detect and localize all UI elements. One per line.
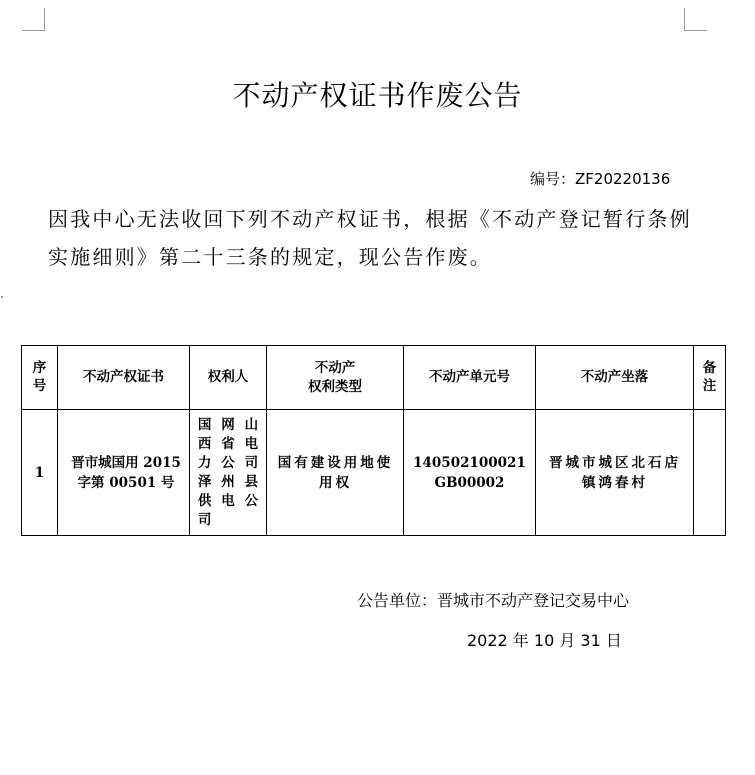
owner-char: 电 (221, 492, 235, 509)
page-corner-mark-top-right (684, 8, 707, 31)
cell-certificate: 晋市城国用 2015 字第 00501 号 (58, 410, 190, 536)
owner-char: 县 (244, 473, 259, 490)
certificate-table (21, 345, 726, 536)
header-right-type-line2: 权利类型 (308, 378, 362, 395)
header-seq: 序号 (22, 346, 58, 410)
cell-location: 晋城市城区北石店镇鸿春村 (536, 410, 694, 536)
cell-unit-number: 140502100021GB00002 (404, 410, 536, 536)
header-owner: 权利人 (190, 346, 267, 410)
owner-char: 电 (244, 435, 259, 452)
notice-body-paragraph: 因我中心无法收回下列不动产权证书，根据《不动产登记暂行条例实施细则》第二十三条的规定，现公告作废。 (48, 207, 692, 269)
owner-char: 泽 (197, 473, 212, 490)
cell-right-type: 国有建设用地使用权 (267, 410, 404, 536)
owner-char: 州 (221, 473, 235, 490)
cell-remark (694, 410, 726, 536)
header-right-type-line1: 不动产 (314, 359, 356, 376)
owner-char: 力 (197, 454, 212, 471)
document-number: 编号：ZF20220136 (530, 170, 671, 188)
owner-char: 公 (221, 454, 235, 471)
owner-char: 国 (197, 416, 212, 433)
margin-mark (1, 296, 3, 298)
header-certificate: 不动产权证书 (58, 346, 190, 410)
owner-char: 网 (221, 416, 235, 433)
table-row (22, 410, 726, 536)
owner-char: 西 (197, 435, 212, 452)
owner-text (193, 416, 263, 530)
page-corner-mark-top-left (22, 8, 45, 31)
owner-char: 司 (244, 454, 259, 471)
owner-char: 供 (197, 492, 212, 509)
owner-char: 山 (244, 416, 259, 433)
notice-title: 不动产权证书作废公告 (232, 79, 523, 112)
header-right-type (267, 346, 404, 410)
owner-char: 省 (221, 435, 235, 452)
cell-seq: 1 (22, 410, 58, 536)
owner-char: 公 (244, 492, 259, 509)
cell-owner (190, 410, 267, 536)
table-header-row (22, 346, 726, 410)
notice-date: 2022 年 10 月 31 日 (467, 631, 622, 650)
header-location: 不动产坐落 (536, 346, 694, 410)
owner-char: 司 (197, 511, 212, 528)
issuing-unit: 公告单位：晋城市不动产登记交易中心 (357, 591, 630, 610)
header-unit-number: 不动产单元号 (404, 346, 536, 410)
header-remark: 备注 (694, 346, 726, 410)
